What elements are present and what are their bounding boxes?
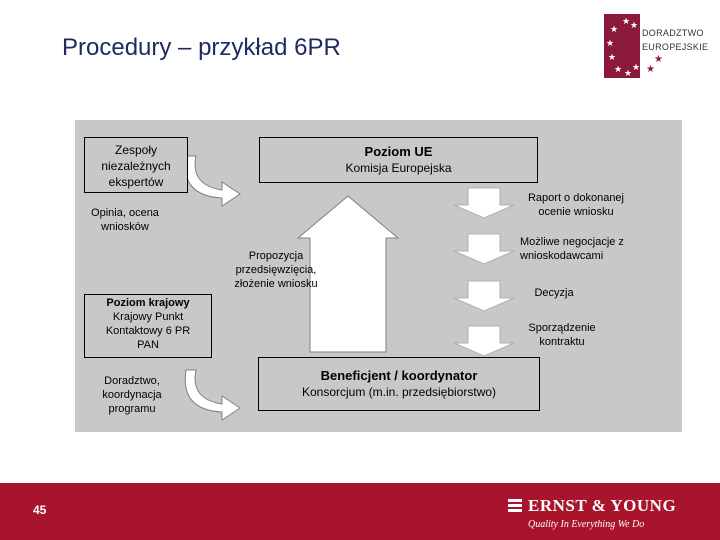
svg-text:★: ★ bbox=[632, 63, 640, 73]
down-arrow-2 bbox=[454, 234, 514, 264]
national-level-subtitle: Krajowy Punkt Kontaktowy 6 PR PAN bbox=[105, 311, 191, 351]
ey-tagline: Quality In Everything We Do bbox=[528, 519, 645, 530]
beneficiary-title: Beneficjent / koordynator bbox=[320, 368, 478, 383]
national-level-title: Poziom krajowy bbox=[106, 297, 190, 309]
svg-text:★: ★ bbox=[630, 21, 639, 31]
svg-text:★: ★ bbox=[606, 39, 615, 49]
svg-text:★: ★ bbox=[610, 25, 619, 35]
page-number: 45 bbox=[33, 503, 47, 517]
svg-text:★: ★ bbox=[654, 54, 663, 65]
contract-label: Sporządzenie kontraktu bbox=[528, 322, 596, 348]
opinion-label: Opinia, ocena wniosków bbox=[91, 207, 159, 233]
negotiations-label: Możliwe negocjacje z wnioskodawcami bbox=[520, 236, 624, 262]
slide-title: Procedury – przykład 6PR bbox=[62, 34, 341, 61]
logo-line1: DORADZTWO bbox=[642, 28, 704, 38]
svg-text:★: ★ bbox=[614, 65, 623, 75]
decision-label: Decyzja bbox=[534, 287, 574, 299]
beneficiary-subtitle: Konsorcjum (m.in. przedsiębiorstwo) bbox=[301, 385, 497, 399]
curved-arrow-bottom bbox=[185, 370, 240, 420]
ey-brand: ERNST & YOUNG bbox=[528, 496, 677, 515]
ey-stripes-icon bbox=[506, 497, 526, 515]
national-level-box bbox=[84, 294, 212, 358]
experts-label: Zespoły niezależnych ekspertów bbox=[101, 143, 171, 189]
proposal-label: Propozycja przedsięwzięcia, złożenie wniosku bbox=[234, 250, 318, 290]
report-label: Raport o dokonanej ocenie wniosku bbox=[527, 192, 624, 218]
svg-text:★: ★ bbox=[608, 53, 617, 63]
curved-arrow-top bbox=[185, 156, 240, 206]
eu-level-subtitle: Komisja Europejska bbox=[345, 161, 452, 175]
down-arrow-4 bbox=[454, 326, 514, 356]
eu-level-title: Poziom UE bbox=[364, 144, 433, 159]
eu-level-box bbox=[259, 137, 538, 183]
svg-text:★: ★ bbox=[646, 64, 655, 75]
beneficiary-box bbox=[258, 357, 540, 411]
advice-label: Doradztwo, koordynacja programu bbox=[102, 375, 162, 415]
logo-line2: EUROPEJSKIE bbox=[642, 42, 709, 52]
svg-text:★: ★ bbox=[622, 17, 631, 27]
svg-text:★: ★ bbox=[624, 69, 633, 78]
experts-box bbox=[84, 137, 188, 193]
down-arrow-3 bbox=[454, 281, 514, 311]
down-arrow-1 bbox=[454, 188, 514, 218]
